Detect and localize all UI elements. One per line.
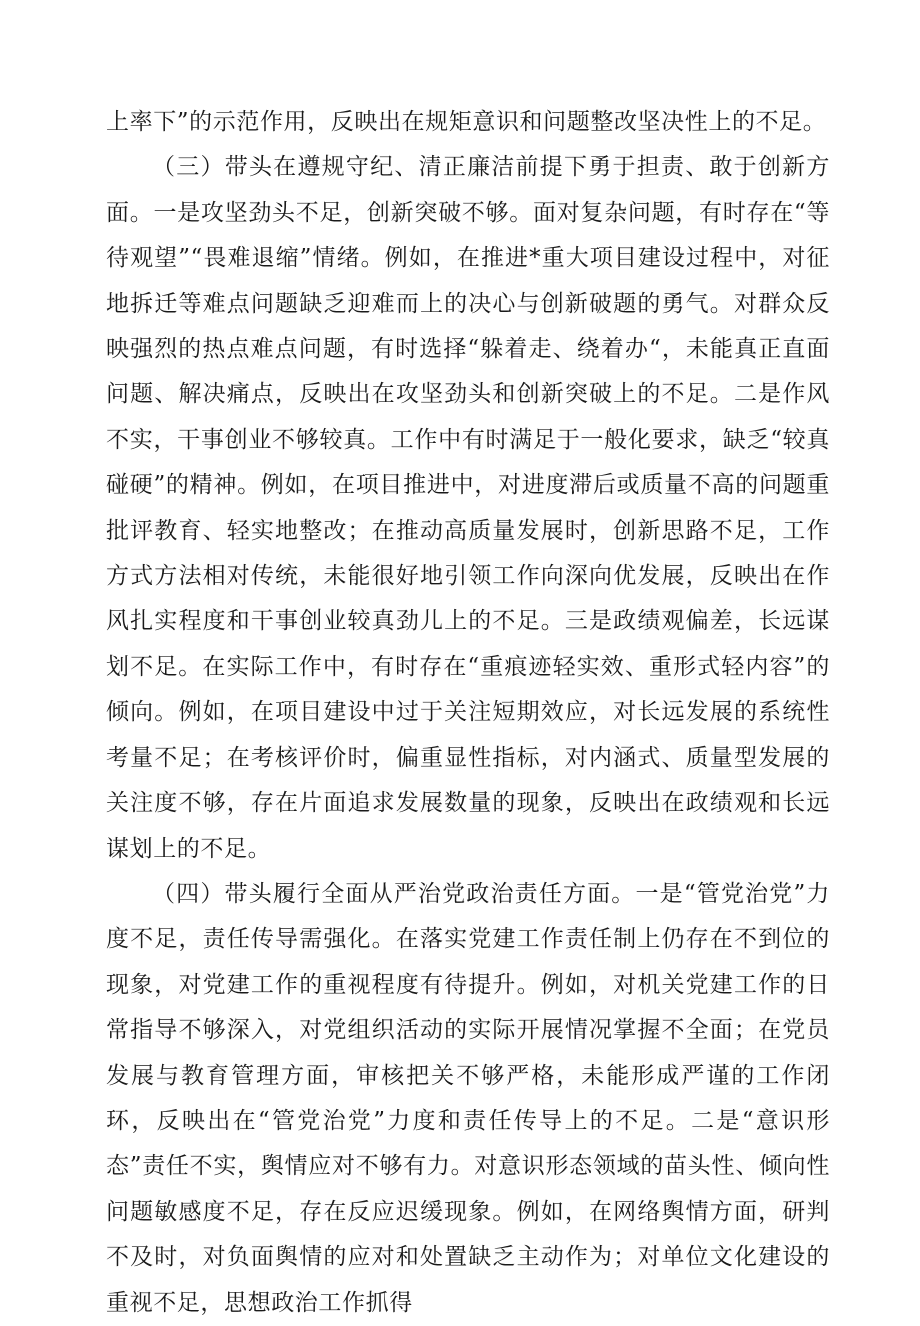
paragraph-section-three: （三）带头在遵规守纪、清正廉洁前提下勇于担责、敢于创新方面。一是攻坚劲头不足，创新突破不够。面对复杂问题，有时存在“等待观望”“畏难退缩”情绪。例如，在推进*重大项目建设过程中，对征地拆迁等难点问题缺乏迎难而上的决心与创新破题的勇气。对群众反映强烈的热点难点问题，有时选择“躲着走、绕着办“，未能真正直面问题、解决痛点，反映出在攻坚劲头和创新突破上的不足。二是作风不实，干事创业不够较真。工作中有时满足于一般化要求，缺乏“较真碰硬”的精神。例如，在项目推进中，对进度滞后或质量不高的问题重批评教育、轻实地整改；在推动高质量发展时，创新思路不足，工作方式方法相对传统，未能很好地引领工作向深向优发展，反映出在作风扎实程度和干事创业较真劲儿上的不足。三是政绩观偏差，长远谋划不足。在实际工作中，有时存在“重痕迹轻实效、重形式轻内容”的倾向。例如，在项目建设中过于关注短期效应，对长远发展的系统性考量不足；在考核评价时，偏重显性指标，对内涵式、质量型发展的关注度不够，存在片面追求发展数量的现象，反映出在政绩观和长远谋划上的不足。: [106, 154, 830, 862]
paragraph-section-four: （四）带头履行全面从严治党政治责任方面。一是“管党治党”力度不足，责任传导需强化。在落实党建工作责任制上仍存在不到位的现象，对党建工作的重视程度有待提升。例如，对机关党建工作的日常指导不够深入，对党组织活动的实际开展情况掌握不全面；在党员发展与教育管理方面，审核把关不够严格，未能形成严谨的工作闭环，反映出在“管党治党”力度和责任传导上的不足。二是“意识形态”责任不实，舆情应对不够有力。对意识形态领域的苗头性、倾向性问题敏感度不足，存在反应迟缓现象。例如，在网络舆情方面，研判不及时，对负面舆情的应对和处置缺乏主动作为；对单位文化建设的重视不足，思想政治工作抓得: [106, 880, 830, 1316]
paragraph-continuation: 上率下”的示范作用，反映出在规矩意识和问题整改坚决性上的不足。: [106, 109, 827, 135]
